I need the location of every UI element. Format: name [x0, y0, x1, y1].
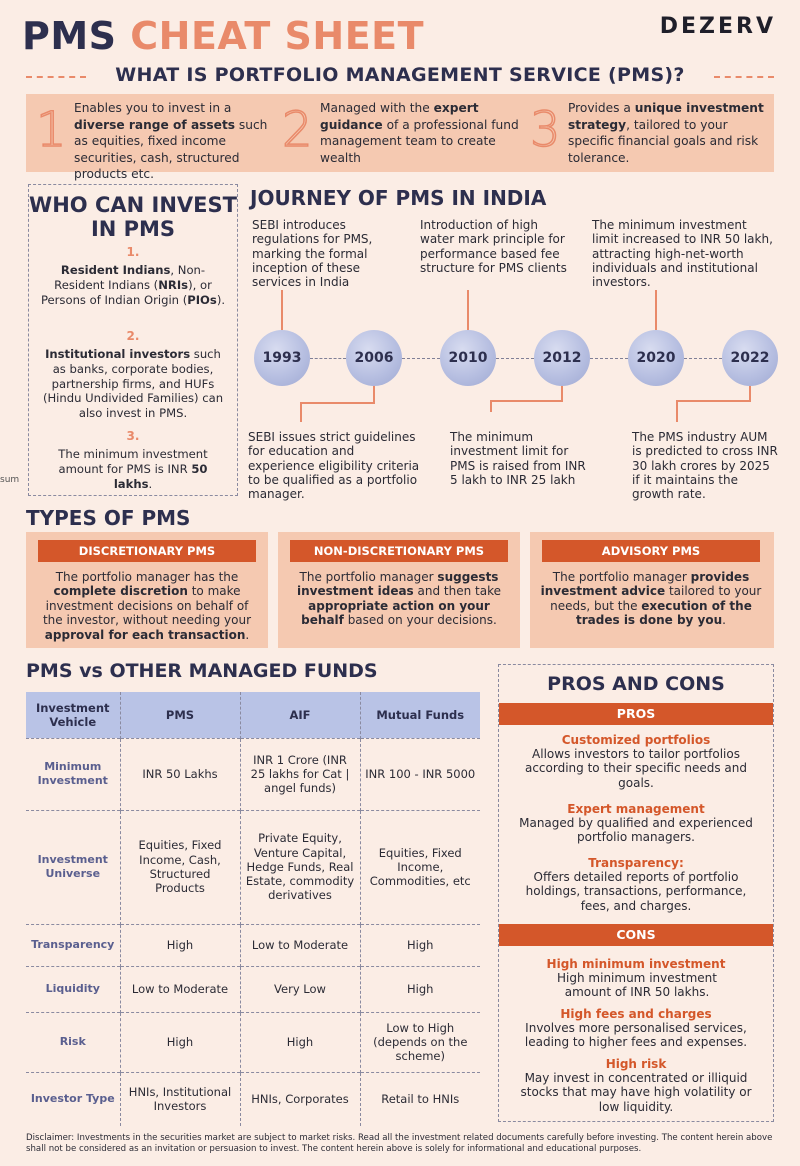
- journey-title: JOURNEY OF PMS IN INDIA: [250, 186, 547, 210]
- type-card-header: NON-DISCRETIONARY PMS: [290, 540, 508, 562]
- pro-description: Managed by qualified and experienced portfolio managers.: [519, 816, 753, 845]
- connector-2006-h: [300, 402, 375, 404]
- row-header: Transparency: [26, 924, 120, 966]
- comparison-table: [26, 692, 480, 1126]
- types-title: TYPES OF PMS: [26, 506, 191, 530]
- table-cell: Equities, Fixed Income, Commodities, etc: [360, 810, 480, 924]
- what-is-pms-panel: [26, 94, 774, 181]
- table-cell: Low to High (depends on the scheme): [360, 1012, 480, 1072]
- pros-cons-title: PROS AND CONS: [547, 673, 725, 695]
- table-row: [26, 924, 480, 966]
- year-2020-node: 2020: [628, 330, 684, 386]
- connector-2022-h: [676, 400, 751, 402]
- who-item-number: 3.: [126, 429, 140, 443]
- table-cell: High: [240, 1012, 360, 1072]
- pro-heading: Expert management: [567, 802, 705, 816]
- title-cheat-sheet: CHEAT SHEET: [130, 14, 425, 58]
- connector-1993: [281, 290, 283, 330]
- type-card-header: DISCRETIONARY PMS: [38, 540, 256, 562]
- type-card-body: The portfolio manager suggests investment ideas and then take appropriate action on your behalf based on your decisions.: [297, 570, 501, 628]
- type-card-discretionary: [26, 532, 268, 648]
- type-card-body: The portfolio manager has the complete discretion to make investment decisions on behalf of the investor, without needing your approval for each transaction.: [42, 570, 252, 642]
- year-2006-node: 2006: [346, 330, 402, 386]
- year-1993-node: 1993: [254, 330, 310, 386]
- type-card-body: The portfolio manager provides investment advice tailored to your needs, but the execution of the trades is done by you.: [540, 570, 762, 628]
- table-cell: High: [120, 924, 240, 966]
- column-header: PMS: [120, 692, 240, 738]
- event-2020-text: The minimum investment limit increased to INR 50 lakh, attracting high-net-worth individuals and institutional investors.: [592, 218, 773, 290]
- table-cell: Private Equity, Venture Capital, Hedge Funds, Real Estate, commodity derivatives: [240, 810, 360, 924]
- table-cell: Very Low: [240, 966, 360, 1012]
- who-item-number: 2.: [126, 329, 140, 343]
- timeline-dash: [684, 358, 722, 359]
- connector-2010: [467, 290, 469, 330]
- table-cell: INR 100 - INR 5000: [360, 738, 480, 810]
- year-2012-node: 2012: [534, 330, 590, 386]
- stray-text: sum: [0, 475, 20, 485]
- table-cell: High: [360, 924, 480, 966]
- type-card-non-discretionary: [278, 532, 520, 648]
- cons-header: CONS: [499, 924, 773, 946]
- who-item-number: 1.: [126, 245, 140, 259]
- page-title: [22, 14, 424, 58]
- row-header: Minimum Investment: [26, 738, 120, 810]
- connector-2022-v: [676, 400, 678, 422]
- item-number: 1: [36, 102, 67, 158]
- item-text: Managed with the expert guidance of a professional fund management team to create wealth: [320, 101, 519, 165]
- year-2022-node: 2022: [722, 330, 778, 386]
- item-number: 3: [530, 102, 561, 158]
- con-description: Involves more personalised services, leading to higher fees and expenses.: [524, 1021, 748, 1050]
- what-is-item: [282, 100, 522, 166]
- connector-2012-h: [490, 400, 563, 402]
- con-description: May invest in concentrated or illiquid stocks that may have high volatility or low liquidity.: [520, 1071, 752, 1114]
- pros-header: PROS: [499, 703, 773, 725]
- event-2022-text: The PMS industry AUM is predicted to cross INR 30 lakh crores by 2025 if it maintains the growth rate.: [632, 430, 778, 502]
- event-1993-text: SEBI introduces regulations for PMS, marking the formal inception of these services in India: [252, 218, 373, 290]
- event-2012-text: The minimum investment limit for PMS is raised from INR 5 lakh to INR 25 lakh: [450, 430, 586, 487]
- who-item-text: The minimum investment amount for PMS is INR 50 lakhs.: [58, 447, 208, 491]
- who-item-text: Institutional investors such as banks, corporate bodies, partnership firms, and HUFs (Hindu Undivided Families) can also invest in PMS.: [42, 347, 224, 421]
- who-can-invest-panel: [28, 184, 238, 496]
- pro-heading: Transparency:: [588, 856, 684, 870]
- who-can-invest-title: WHO CAN INVEST IN PMS: [29, 193, 237, 241]
- connector-2006-v: [300, 402, 302, 422]
- who-item-text: Resident Indians, Non-Resident Indians (NRIs), or Persons of Indian Origin (PIOs).: [40, 263, 226, 307]
- table-cell: High: [360, 966, 480, 1012]
- table-cell: Low to Moderate: [240, 924, 360, 966]
- table-cell: HNIs, Institutional Investors: [120, 1072, 240, 1126]
- timeline-dash: [590, 358, 628, 359]
- item-number: 2: [282, 102, 313, 158]
- what-is-item: [530, 100, 770, 166]
- type-card-advisory: [530, 532, 774, 648]
- timeline-dash: [496, 358, 534, 359]
- column-header: AIF: [240, 692, 360, 738]
- column-header: Investment Vehicle: [26, 692, 120, 738]
- year-2010-node: 2010: [440, 330, 496, 386]
- item-text: Provides a unique investment strategy, tailored to your specific financial goals and risk tolerance.: [568, 101, 764, 165]
- disclaimer: Disclaimer: Investments in the securities market are subject to market risks. Read all the investment related documents carefully before investing. The content herein above shall not be considered as an invitation or persuasion to invest. The content herein above is solely for informational and educational purposes.: [26, 1133, 773, 1154]
- brand-logo: DEZERV: [659, 14, 776, 39]
- table-row: [26, 1072, 480, 1126]
- table-cell: Low to Moderate: [120, 966, 240, 1012]
- con-description: High minimum investment amount of INR 50 lakhs.: [557, 971, 717, 1000]
- section-title-what-is-pms: WHAT IS PORTFOLIO MANAGEMENT SERVICE (PMS)?: [115, 64, 685, 86]
- connector-2020: [655, 290, 657, 330]
- row-header: Risk: [26, 1012, 120, 1072]
- type-card-header: ADVISORY PMS: [542, 540, 760, 562]
- event-2010-text: Introduction of high water mark principle for performance based fee structure for PMS clients: [420, 218, 567, 275]
- row-header: Liquidity: [26, 966, 120, 1012]
- table-row: [26, 966, 480, 1012]
- pro-description: Offers detailed reports of portfolio holdings, transactions, performance, fees, and charges.: [525, 870, 747, 913]
- what-is-item: [36, 100, 274, 181]
- row-header: Investment Universe: [26, 810, 120, 924]
- table-cell: Equities, Fixed Income, Cash, Structured Products: [120, 810, 240, 924]
- timeline-dash: [310, 358, 346, 359]
- column-header: Mutual Funds: [360, 692, 480, 738]
- row-header: Investor Type: [26, 1072, 120, 1126]
- title-pms: PMS: [22, 14, 117, 58]
- comparison-title: PMS vs OTHER MANAGED FUNDS: [26, 660, 378, 682]
- con-heading: High fees and charges: [560, 1007, 712, 1021]
- pro-heading: Customized portfolios: [561, 733, 711, 747]
- table-cell: INR 50 Lakhs: [120, 738, 240, 810]
- table-row: [26, 1012, 480, 1072]
- table-cell: INR 1 Crore (INR 25 lakhs for Cat | angel funds): [240, 738, 360, 810]
- table-cell: High: [120, 1012, 240, 1072]
- table-header-row: [26, 692, 480, 738]
- table-cell: Retail to HNIs: [360, 1072, 480, 1126]
- item-text: Enables you to invest in a diverse range of assets such as equities, fixed income securities, cash, structured products etc.: [74, 101, 268, 181]
- pro-description: Allows investors to tailor portfolios according to their specific needs and goals.: [524, 747, 748, 790]
- con-heading: High minimum investment: [546, 957, 726, 971]
- event-2006-text: SEBI issues strict guidelines for education and experience eligibility criteria to be qualified as a portfolio manager.: [248, 430, 420, 502]
- timeline-dash: [402, 358, 440, 359]
- table-row: [26, 810, 480, 924]
- table-row: [26, 738, 480, 810]
- pros-cons-panel: [498, 664, 774, 1122]
- con-heading: High risk: [605, 1057, 667, 1071]
- table-cell: HNIs, Corporates: [240, 1072, 360, 1126]
- connector-2012-v: [490, 400, 492, 412]
